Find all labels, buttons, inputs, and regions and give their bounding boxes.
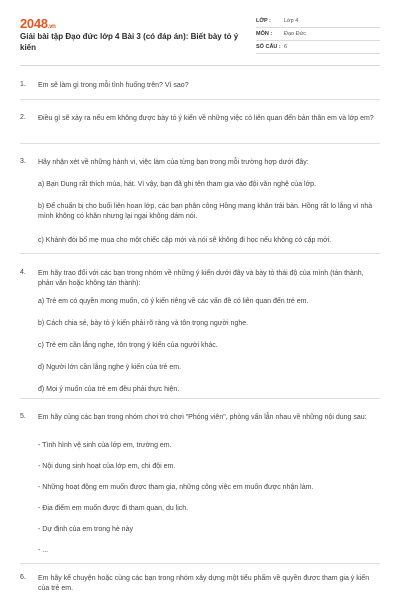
answer-option: đ) Mọi ý muốn của trẻ em đều phải thực hiện. [38,386,180,393]
answer-option: a) Trẻ em có quyền mong muốn, có ý kiến riêng về các vấn đề có liên quan đến trẻ em. [38,298,309,305]
answer-option: b) Để chuẩn bị cho buổi liên hoan lớp, các bạn phân công Hồng mang khăn trải bàn. Hồng rất lo lắng vì nhà mình không có khăn nhưng lại ngại không dám nói. [38,203,373,220]
logo-domain-text: .vn [47,24,56,30]
question-text: Em hãy kể chuyện hoặc cùng các bạn trong nhóm xây dựng một tiểu phẩm về quyền được tham gia ý kiến của trẻ em. [38,575,370,592]
question-text: Hãy nhận xét về những hành vi, việc làm của từng bạn trong mỗi trường hợp dưới đây: [38,159,309,166]
answer-option: c) Trẻ em cần lắng nghe, tôn trọng ý kiến của người khác. [38,342,218,349]
logo-main-text: 2048 [20,16,48,31]
meta-key: LỚP : [256,18,271,24]
page-title: Giải bài tập Đạo đức lớp 4 Bài 3 (có đáp án): Biết bày tỏ ý kiến [20,32,239,52]
meta-value: Đạo Đức [284,31,307,37]
answer-option: d) Người lớn cần lắng nghe ý kiến của trẻ em. [38,364,182,371]
answer-option: c) Khánh đòi bố mẹ mua cho một chiếc cặp mới và nói sẽ không đi học nếu không có cặp mới. [38,237,332,244]
meta-row-subject [256,28,380,41]
answer-option: - Tình hình vệ sinh của lớp em, trường em. [38,442,172,449]
meta-value: Lớp 4 [284,18,299,24]
question-text: Em sẽ làm gì trong mỗi tình huống trên? Vì sao? [38,82,189,89]
question-6 [20,564,380,600]
answer-option: - Nội dung sinh hoạt của lớp em, chi đội em. [38,463,176,470]
answer-option: - Dự định của em trong hè này [38,526,133,533]
question-number: 5. [20,413,26,420]
question-text: Điều gì sẽ xảy ra nếu em không được bày tỏ ý kiến về những việc có liên quan đến bản thân em và lớp em? [38,115,374,122]
meta-row-class [256,15,380,28]
question-number: 2. [20,114,26,121]
document-header [20,0,380,66]
question-2 [20,100,380,144]
meta-table [256,15,380,54]
question-5 [20,399,380,564]
question-number: 3. [20,158,26,165]
answer-option: - Những hoạt động em muốn được tham gia, những công việc em muốn được nhận làm. [38,484,314,491]
question-number: 4. [20,269,26,276]
question-3 [20,144,380,254]
question-number: 6. [20,574,26,581]
answer-option: b) Cách chia sẻ, bày tỏ ý kiến phải rõ ràng và tôn trọng người nghe. [38,320,249,327]
answer-option: - ... [38,547,49,554]
meta-value: 6 [284,44,288,50]
question-text: Em hãy trao đổi với các bạn trong nhóm về những ý kiến dưới đây và bày tỏ thái độ của mình (tán thành, phản văn hoặc không tán thành): [38,270,364,287]
answer-option: a) Bạn Dung rất thích múa, hát. Vì vậy, bạn đã ghi tên tham gia vào đội văn nghệ của lớp. [38,181,317,188]
meta-key: SỐ CÂU : [256,44,281,50]
meta-key: MÔN : [256,31,273,37]
question-number: 1. [20,81,26,88]
answer-option: - Địa điểm em muốn được đi tham quan, du lịch. [38,505,189,512]
question-4 [20,254,380,399]
question-1 [20,66,380,100]
question-text: Em hãy cùng các bạn trong nhóm chơi trò chơi "Phóng viên", phỏng vấn lẫn nhau về những nội dung sau: [38,414,367,421]
meta-row-count [256,41,380,54]
site-logo[interactable] [20,16,56,31]
